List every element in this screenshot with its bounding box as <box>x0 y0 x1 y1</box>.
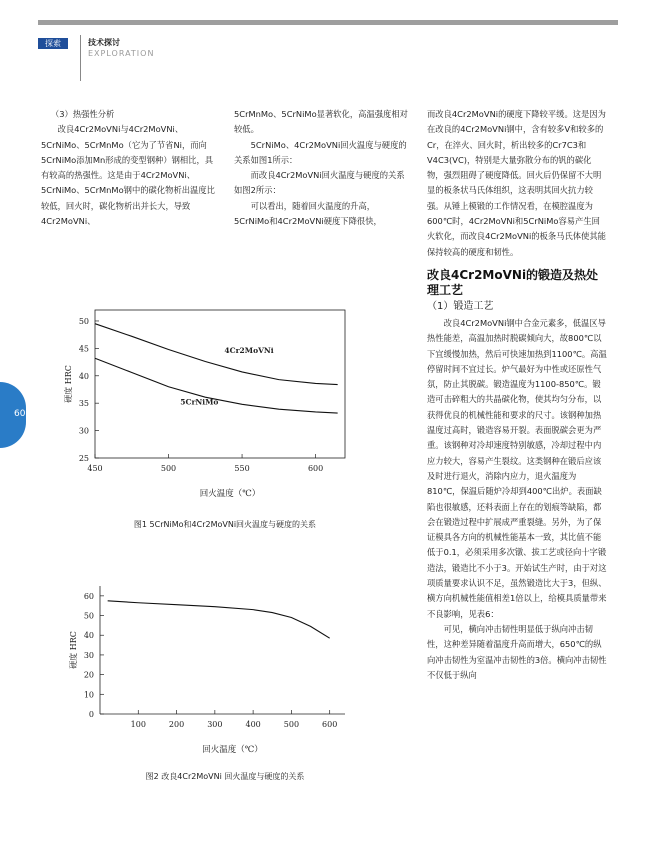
y-tick-label: 50 <box>83 611 94 621</box>
y-tick-label: 0 <box>88 710 94 719</box>
section-subtitle: EXPLORATION <box>88 49 155 58</box>
x-axis-label: 回火温度（℃） <box>202 745 263 755</box>
y-tick-label: 35 <box>78 399 89 409</box>
y-tick-label: 50 <box>78 316 89 326</box>
x-tick-label: 500 <box>283 720 300 729</box>
figure-2-caption: 图2 改良4Cr2MoVNi 回火温度与硬度的关系 <box>145 772 305 781</box>
x-tick-label: 300 <box>207 720 223 729</box>
subsection-heading: （3）热强性分析 <box>50 109 115 119</box>
y-tick-label: 25 <box>78 454 89 463</box>
y-tick-label: 20 <box>83 670 94 680</box>
x-tick-label: 600 <box>322 720 338 729</box>
section-heading: 改良4Cr2MoVNi的锻造及热处理工艺 <box>427 267 599 297</box>
paragraph: 可见，横向冲击韧性明显低于纵向冲击韧性，这种差异随着温度升高而增大，650℃的纵向冲击韧性为室温冲击韧性的3倍。横向冲击韧性不仅低于纵向 <box>427 623 607 680</box>
series-label: 4Cr2MoVNi <box>224 345 274 355</box>
x-tick-label: 200 <box>168 720 185 729</box>
top-rule <box>38 20 618 25</box>
x-tick-label: 100 <box>130 720 146 729</box>
paragraph: 5CrNiMo、4Cr2MoVNi回火温度与硬度的关系如图1所示： <box>234 139 407 165</box>
paragraph: 可以看出，随着回火温度的升高，5CrNiMo和4Cr2MoVNi硬度下降很快， <box>234 200 382 227</box>
figure-1-chart <box>55 300 355 510</box>
paragraph: 改良4Cr2MoVNi钢中合金元素多，低温区导热性能差，高温加热时脱碳倾向大，故800℃以下宜缓慢加热，然后可快速加热到1100℃。高温停留时间不宜过长。炉气最好为中性或还原性气氛，防止其脱碳。锻造温度为1100-850℃。锻造可击碎粗大的共晶碳化物，使其均匀分布，以获得优良的机械性能和要求的尺寸。该钢种加热温度过高时，锻造容易开裂。表面脱碳会更为严重。该钢种对冷却速度特别敏感，冷却过程中内应力较大，容易产生裂纹。这类钢种在锻后应该及时进行退火，消除内应力，退火温度为810℃，保温后随炉冷却到400℃出炉。表面缺陷也很敏感，还料表面上存在的划痕等缺陷，都会在锻造过程中扩展成严重裂缝。另外，为了保证模具各方向的机械性能基本一致，其比值不能低于0.1，必须采用多次镦、拔工艺或径向十字锻造法，锻造比不小于3。开始试生产时，由于对这项质量要求认识不足，虽然锻造比大于3，但纵、横方向机械性能值相差1倍以上，给模具质量带来不良影响，见表6： <box>427 317 607 619</box>
section-title: 技术探讨 <box>88 38 120 47</box>
section-tag: 探索 <box>38 38 68 49</box>
subsection-heading: （1）锻造工艺 <box>427 300 494 312</box>
y-tick-label: 30 <box>83 650 94 660</box>
paragraph: 5CrMnMo、5CrNiMo显著软化，高温强度相对较低。 <box>234 109 408 135</box>
series-line <box>95 324 338 385</box>
figure-1-caption: 图1 5CrNiMo和4Cr2MoVNi回火温度与硬度的关系 <box>133 520 317 529</box>
series-line <box>108 601 330 638</box>
y-tick-label: 10 <box>83 690 94 700</box>
page-number: 60 <box>14 409 26 419</box>
y-axis-label: 硬度 HRC <box>69 631 78 669</box>
x-axis-label: 回火温度（℃） <box>199 489 261 499</box>
column-2 <box>234 107 409 229</box>
y-tick-label: 40 <box>78 371 89 381</box>
plot-frame <box>95 310 345 458</box>
x-tick-label: 500 <box>160 464 177 473</box>
y-axis-label: 硬度 HRC <box>64 365 73 403</box>
column-3 <box>427 107 607 683</box>
y-tick-label: 40 <box>83 631 94 641</box>
x-tick-label: 450 <box>87 464 103 473</box>
y-tick-label: 30 <box>78 426 89 436</box>
paragraph: 而改良4Cr2MoVNi的硬度下降较平缓。这是因为在改良的4Cr2MoVNi钢中，含有较多V和较多的Cr，在淬火、回火时，析出较多的Cr7C3和V4C3(VC)，特别是大量弥散分布的钒的碳化物，强烈阻碍了硬度降低。回火后仍保留不大明显的板条状马氏体组织，这表明其回火抗力较强。从锤上模锻的工作情况看，在模腔温度为600℃时，4Cr2MoVNi和5CrNiMo容易产生回火软化，而改良4Cr2MoVNi的板条马氏体使其能保持较高的硬度和韧性。 <box>427 109 606 257</box>
x-tick-label: 400 <box>245 720 261 729</box>
figure-2-chart <box>55 578 355 773</box>
y-tick-label: 60 <box>83 591 94 601</box>
x-tick-label: 550 <box>234 464 250 473</box>
series-label: 5CrNiMo <box>180 397 219 407</box>
x-tick-label: 600 <box>307 464 324 473</box>
paragraph: 而改良4Cr2MoVNi回火温度与硬度的关系如图2所示： <box>234 170 405 196</box>
column-1 <box>41 107 219 229</box>
y-tick-label: 45 <box>78 344 89 354</box>
header-divider <box>80 35 81 81</box>
paragraph: 改良4Cr2MoVNi与4Cr2MoVNi、5CrNiMo、5CrMnMo（它为了节省Ni，而向5CrNiMo添加Mn形成的变型钢种）钢相比，具有较高的热强性。这是由于4Cr2MoVNi、5CrNiMo、5CrMnMo钢中的碳化物析出温度比较低，回火时，碳化物析出并长大，导致4Cr2MoVNi、 <box>41 124 215 227</box>
